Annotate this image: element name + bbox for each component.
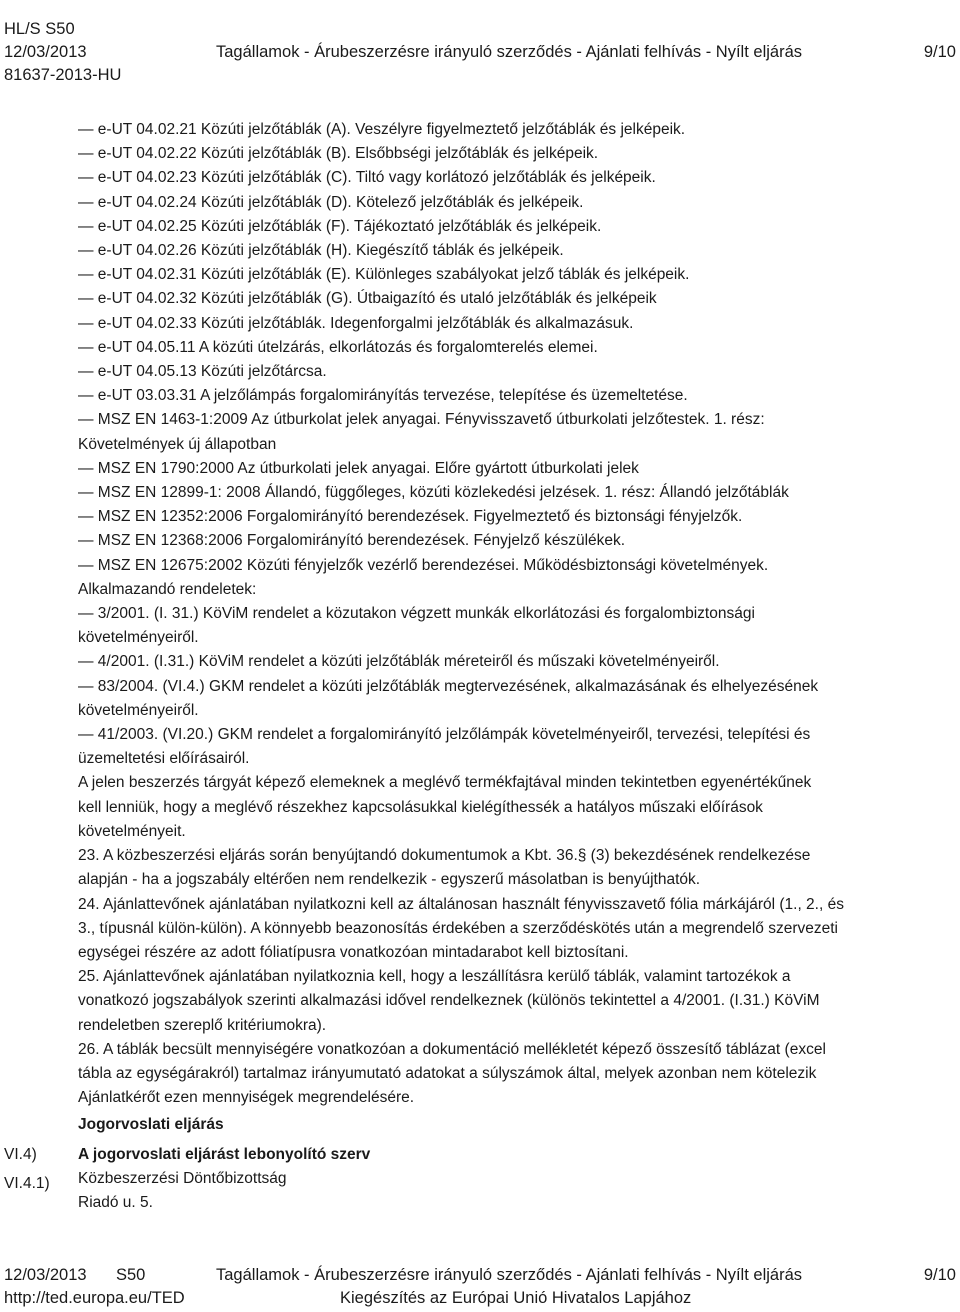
footer-title: Tagállamok - Árubeszerzésre irányuló szerződés - Ajánlati felhívás - Nyílt eljárás: [216, 1266, 802, 1284]
body-line: — e-UT 04.02.24 Közúti jelzőtáblák (D). Kötelező jelzőtáblák és jelképeik.: [78, 193, 584, 211]
body-line: 24. Ajánlattevőnek ajánlatában nyilatkozni kell az általánosan használt fényvisszavető fólia márkájáról (1., 2., és: [78, 895, 844, 913]
body-line: — 3/2001. (I. 31.) KöViM rendelet a közutakon végzett munkák elkorlátozási és forgalombiztonsági: [78, 605, 755, 623]
body-line: vonatkozó jogszabályok szerinti alkalmazási idővel rendelkeznek (különös tekintettel a 4/2001. (I.31.) KöViM: [78, 992, 820, 1010]
body-line: — 83/2004. (VI.4.) GKM rendelet a közúti jelzőtáblák megtervezésének, alkalmazásának és elhelyezésének: [78, 677, 819, 695]
section-vi4-title: Jogorvoslati eljárás: [78, 1116, 224, 1134]
header-page-number: 9/10: [923, 43, 956, 61]
body-line: — e-UT 04.02.31 Közúti jelzőtáblák (E). Különleges szabályokat jelző táblák és jelképeik.: [78, 266, 690, 284]
body-line: — MSZ EN 12899-1: 2008 Állandó, függőleges, közúti közlekedési jelzések. 1. rész: Állandó jelzőtáblák: [78, 484, 789, 502]
footer-publisher: Kiegészítés az Európai Unió Hivatalos Lapjához: [340, 1289, 692, 1307]
review-body-address: Riadó u. 5.: [78, 1193, 153, 1211]
body-lines: [78, 118, 958, 1110]
review-body-name: Közbeszerzési Döntőbizottság: [78, 1169, 287, 1187]
body-line: Alkalmazandó rendeletek:: [78, 580, 257, 598]
body-line: — e-UT 04.05.11 A közúti útelzárás, elkorlátozás és forgalomterelés elemei.: [78, 338, 598, 356]
section-number-vi41: VI.4.1): [4, 1175, 50, 1192]
body-line: — MSZ EN 12352:2006 Forgalomirányító berendezések. Figyelmeztető és biztonsági fényjelzők.: [78, 508, 743, 526]
body-line: Ajánlatkérőt ezen mennyiségek megrendelésére.: [78, 1089, 415, 1107]
footer-url[interactable]: http://ted.europa.eu/TED: [4, 1289, 185, 1307]
body-line: — MSZ EN 12368:2006 Forgalomirányító berendezések. Fényjelző készülékek.: [78, 532, 626, 550]
body-line: üzemeltetési előírásairól.: [78, 750, 250, 768]
body-line: — e-UT 04.05.13 Közúti jelzőtárcsa.: [78, 363, 327, 381]
body-line: — e-UT 04.02.25 Közúti jelzőtáblák (F). Tájékoztató jelzőtáblák és jelképeik.: [78, 217, 602, 235]
body-line: — e-UT 03.03.31 A jelzőlámpás forgalomirányítás tervezése, telepítése és üzemeltetése.: [78, 387, 688, 405]
body-line: — MSZ EN 12675:2002 Közúti fényjelzők vezérlő berendezései. Működésbiztonsági követelmények.: [78, 556, 769, 574]
doc-series: HL/S S50: [4, 20, 75, 38]
body-line: — MSZ EN 1790:2000 Az útburkolati jelek anyagai. Előre gyártott útburkolati jelek: [78, 459, 639, 477]
body-line: kell lenniük, hogy a meglévő részekhez kapcsolásukkal kielégíthessék a hatályos műszaki előírások: [78, 798, 763, 816]
body-line: — MSZ EN 1463-1:2009 Az útburkolat jelek anyagai. Fényvisszavető útburkolati jelzőtestek. 1. rész:: [78, 411, 765, 429]
page-header: [4, 20, 956, 89]
body-line: 25. Ajánlattevőnek ajánlatában nyilatkoznia kell, hogy a leszállításra kerülő táblák, valamint tartozékok a: [78, 968, 791, 986]
body-line: — e-UT 04.02.26 Közúti jelzőtáblák (H). Kiegészítő táblák és jelképeik.: [78, 242, 564, 260]
body-line: tábla az egységárakról) tartalmaz irányumutató adatokat a súlyszámok által, melyek azonban nem kötelezik: [78, 1064, 817, 1082]
body-line: — e-UT 04.02.32 Közúti jelzőtáblák (G). Útbaigazító és utaló jelzőtáblák és jelképeik: [78, 290, 657, 308]
body-line: követelményeit.: [78, 822, 186, 840]
footer-code: S50: [116, 1266, 146, 1284]
page-footer: [4, 1266, 956, 1312]
body-line: egységei részére az adott fóliatípusra vonatkozóan mintadarabot kell biztosítani.: [78, 943, 629, 961]
body-line: — 41/2003. (VI.20.) GKM rendelet a forgalomirányító jelzőlámpák követelményeiről, tervezési, telepítési és: [78, 726, 811, 744]
body-line: — e-UT 04.02.22 Közúti jelzőtáblák (B). Elsőbbségi jelzőtáblák és jelképeik.: [78, 145, 599, 163]
document-body: [78, 118, 958, 1215]
body-line: — 4/2001. (I.31.) KöViM rendelet a közúti jelzőtáblák méreteiről és műszaki követelményeiről.: [78, 653, 720, 671]
body-line: — e-UT 04.02.21 Közúti jelzőtáblák (A). Veszélyre figyelmeztető jelzőtáblák és jelképeik.: [78, 121, 686, 138]
body-line: 23. A közbeszerzési eljárás során benyújtandó dokumentumok a Kbt. 36.§ (3) bekezdésének rendelkezése: [78, 847, 811, 865]
body-line: 26. A táblák becsült mennyiségére vonatkozóan a dokumentáció mellékletét képező összesítő táblázat (excel: [78, 1040, 826, 1058]
body-line: — e-UT 04.02.33 Közúti jelzőtáblák. Idegenforgalmi jelzőtáblák és alkalmazásuk.: [78, 314, 634, 332]
header-title: Tagállamok - Árubeszerzésre irányuló szerződés - Ajánlati felhívás - Nyílt eljárás: [216, 43, 802, 61]
footer-date: 12/03/2013: [4, 1266, 87, 1284]
body-line: Követelmények új állapotban: [78, 435, 277, 453]
body-line: — e-UT 04.02.23 Közúti jelzőtáblák (C). Tiltó vagy korlátozó jelzőtáblák és jelképeik.: [78, 169, 656, 187]
body-line: A jelen beszerzés tárgyát képező elemeknek a meglévő termékfajtával minden tekintetben egyenértékűnek: [78, 774, 812, 792]
body-line: rendeletben szereplő kritériumokra).: [78, 1016, 327, 1034]
body-line: követelményeiről.: [78, 629, 199, 647]
footer-page-number: 9/10: [923, 1266, 956, 1284]
body-line: 3., típusnál külön-külön). A könnyebb beazonosítás érdekében a szerződéskötés után a megrendelő szervezeti: [78, 919, 838, 937]
section-number-vi4: VI.4): [4, 1146, 37, 1163]
header-date: 12/03/2013: [4, 43, 87, 61]
section-vi41-title: A jogorvoslati eljárást lebonyolító szerv: [78, 1145, 371, 1163]
body-line: követelményeiről.: [78, 701, 199, 719]
body-line: alapján - ha a jogszabály eltérően nem rendelkezik - egyszerű másolatban is benyújthatók.: [78, 871, 701, 889]
doc-id: 81637-2013-HU: [4, 66, 122, 84]
